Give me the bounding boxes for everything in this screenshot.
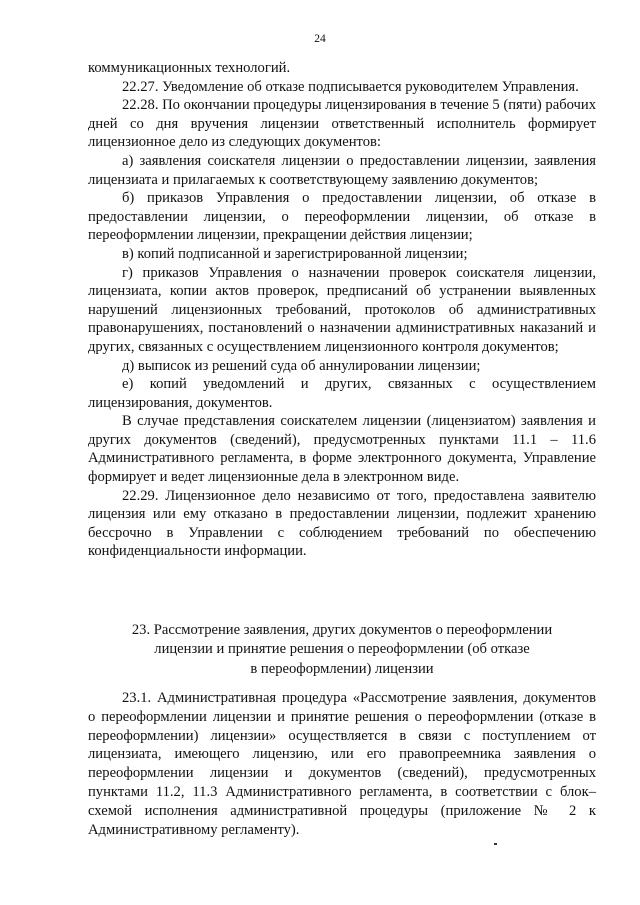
stray-mark <box>494 843 497 845</box>
list-item-g: г) приказов Управления о назначении проверок соискателя лицензии, лицензиата, копии актов проверок, предписаний об устранении выявленных нарушений лицензионных требований, протоколов об административных правонарушениях, постановлений о назначении административных наказаний и других, связанных с осуществлением лицензионного контроля документов; <box>88 264 596 355</box>
heading-line-1: 23. Рассмотрение заявления, других документов о переоформлении <box>131 622 553 638</box>
list-item-b: б) приказов Управления о предоставлении лицензии, об отказе в предоставлении лицензии, о переоформлении лицензии, об отказе в переоформлении лицензии, прекращении действия лицензии; <box>88 190 596 244</box>
paragraph-22-28: 22.28. По окончании процедуры лицензирования в течение 5 (пяти) рабочих дней со дня вручения лицензии ответственный исполнитель формирует лицензионное дело из следующих документов: <box>88 97 596 151</box>
heading-line-2: лицензии и принятие решения о переоформлении (об отказе <box>154 641 530 658</box>
list-item-d: д) выписок из решений суда об аннулировании лицензии; <box>122 357 481 374</box>
list-item-v: в) копий подписанной и зарегистрированной лицензии; <box>122 245 468 262</box>
paragraph-electronic-form: В случае представления соискателем лицензии (лицензиатом) заявления и других документов (сведений), предусмотренных пунктами 11.1 – 11.6 Административного регламента, в форме электронного документа, Управление формирует и ведет лицензионные дела в электронном виде. <box>88 413 596 486</box>
list-item-e: е) копий уведомлений и других, связанных с осуществлением лицензирования, документов. <box>88 376 596 411</box>
paragraph-22-27: 22.27. Уведомление об отказе подписывается руководителем Управления. <box>122 78 579 95</box>
paragraph-22-29: 22.29. Лицензионное дело независимо от того, предоставлена заявителю лицензия или ему отказано в предоставлении лицензии, подлежит хранению бессрочно в Управлении с соблюдением требований по обеспечению конфиденциальности информации. <box>88 487 596 560</box>
list-item-a: а) заявления соискателя лицензии о предоставлении лицензии, заявления лицензиата и прилагаемых к соответствующему заявлению документов; <box>88 152 596 188</box>
section-body <box>88 689 596 839</box>
page-number: 24 <box>314 33 326 45</box>
heading-line-3: в переоформлении) лицензии <box>250 660 434 677</box>
paragraph-23-1: 23.1. Административная процедура «Рассмотрение заявления, документов о переоформлении лицензии и принятие решения о переоформлении (отказе в переоформлении) лицензии» осуществляется в связи с поступлением от лицензиата, имеющего лицензию, или его правопреемника заявления о переоформлении лицензии и документов (сведений), предусмотренных пунктами 11.2, 11.3 Административного регламента, в соответствии с блок–схемой исполнения административной процедуры (приложение № 2 к Административному регламенту). <box>88 690 596 838</box>
paragraph-continuation: коммуникационных технологий. <box>88 60 291 76</box>
section-heading <box>88 621 596 679</box>
body-text <box>88 59 596 561</box>
